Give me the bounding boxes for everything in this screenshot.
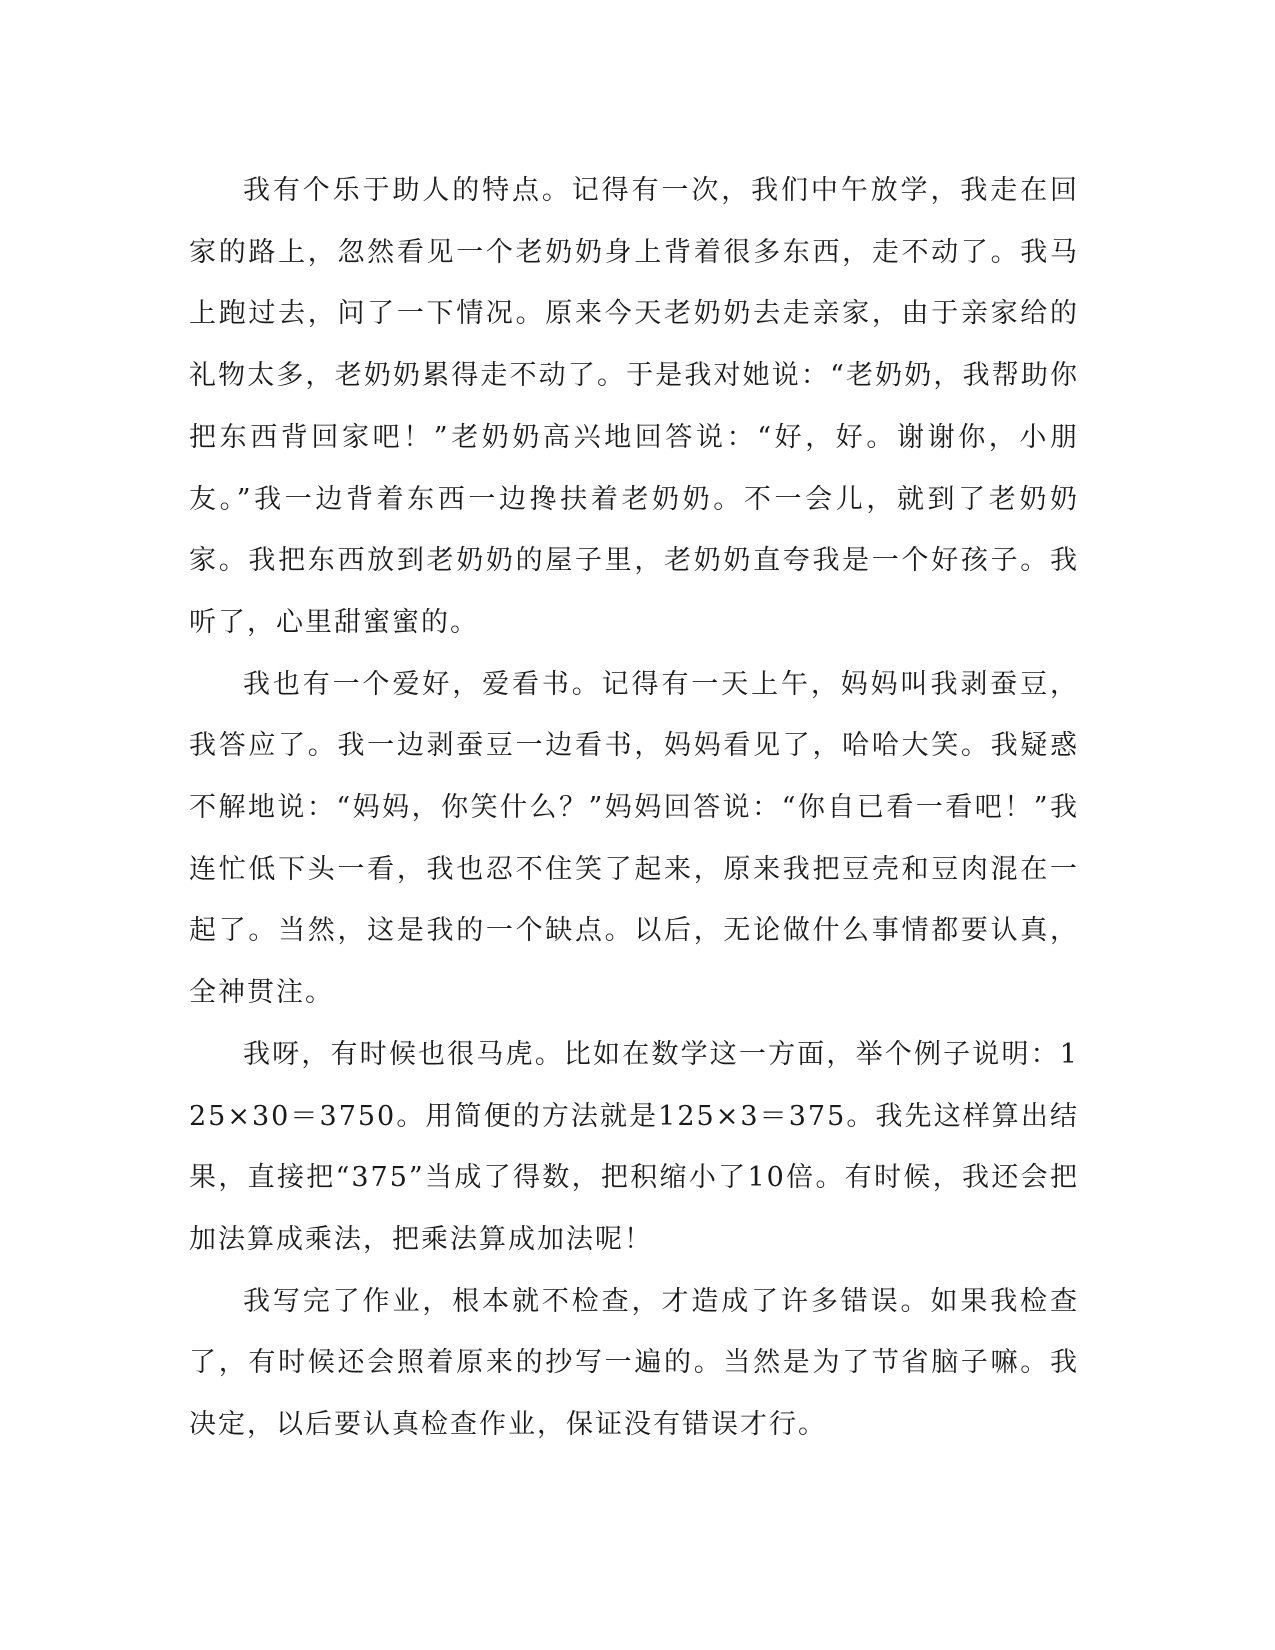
paragraph-careless-math: 我呀，有时候也很马虎。比如在数学这一方面，举个例子说明：125×30＝3750。用简便的方法就是125×3＝375。我先这样算出结果，直接把“375”当成了得数，把积缩小了10倍。有时候，我还会把加法算成乘法，把乘法算成加法呢！ (189, 1038, 1079, 1255)
document-body (189, 160, 1079, 1456)
paragraph-helping-grandma: 我有个乐于助人的特点。记得有一次，我们中午放学，我走在回家的路上，忽然看见一个老奶奶身上背着很多东西，走不动了。我马上跑过去，问了一下情况。原来今天老奶奶去走亲家，由于亲家给的礼物太多，老奶奶累得走不动了。于是我对她说：“老奶奶，我帮助你把东西背回家吧！”老奶奶高兴地回答说：“好，好。谢谢你，小朋友。”我一边背着东西一边搀扶着老奶奶。不一会儿，就到了老奶奶家。我把东西放到老奶奶的屋子里，老奶奶直夸我是一个好孩子。我听了，心里甜蜜蜜的。 (189, 175, 1079, 638)
paragraph-reading-hobby: 我也有一个爱好，爱看书。记得有一天上午，妈妈叫我剥蚕豆，我答应了。我一边剥蚕豆一边看书，妈妈看见了，哈哈大笑。我疑惑不解地说：“妈妈，你笑什么？”妈妈回答说：“你自已看一看吧！”我连忙低下头一看，我也忍不住笑了起来，原来我把豆壳和豆肉混在一起了。当然，这是我的一个缺点。以后，无论做什么事情都要认真，全神贯注。 (189, 668, 1079, 1009)
paragraph-homework-check: 我写完了作业，根本就不检查，才造成了许多错误。如果我检查了，有时候还会照着原来的抄写一遍的。当然是为了节省脑子嘛。我决定，以后要认真检查作业，保证没有错误才行。 (189, 1285, 1079, 1441)
